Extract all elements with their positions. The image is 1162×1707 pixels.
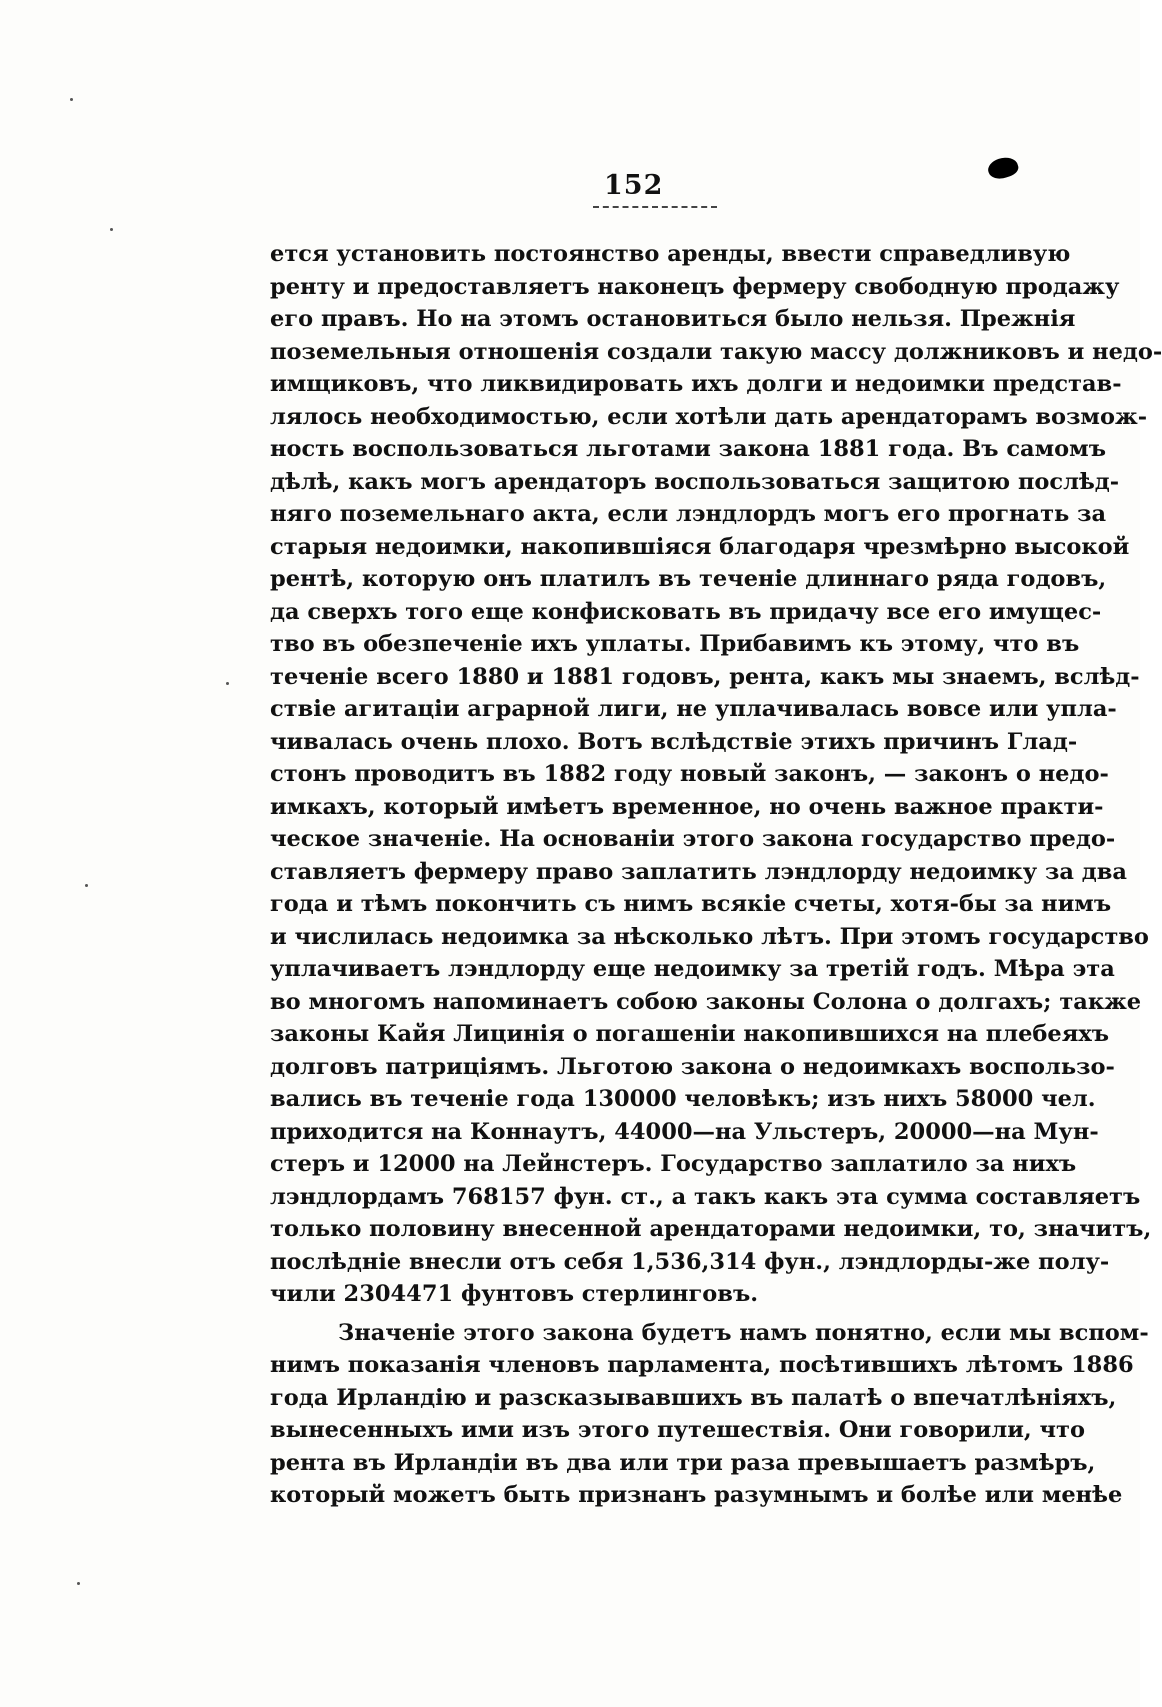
text-line: стонъ проводитъ въ 1882 году новый законъ, — законъ о недо- — [270, 761, 1109, 787]
text-line: и числилась недоимка за нѣсколько лѣтъ. При этомъ государство — [270, 923, 1149, 950]
text-line: лялось необходимостью, если хотѣли дать арендаторамъ возмож- — [270, 403, 1148, 430]
text-line: поземельныя отношенія создали такую массу должниковъ и недо- — [270, 338, 1162, 365]
scan-speck — [85, 884, 88, 887]
page-number: 152 — [604, 170, 664, 201]
scan-speck — [110, 228, 113, 231]
text-line: Значеніе этого закона будетъ намъ понятно, если мы вспом- — [338, 1319, 1149, 1346]
text-line: ческое значеніе. На основаніи этого закона государство предо- — [270, 826, 1116, 852]
text-line: чивалась очень плохо. Вотъ вслѣдствіе этихъ причинъ Глад- — [270, 728, 1078, 755]
paragraph-2 — [270, 1317, 1149, 1512]
text-line: который можетъ быть признанъ разумнымъ и болѣе или менѣе — [270, 1482, 1123, 1508]
text-line: стеръ и 12000 на Лейнстеръ. Государство заплатило за нихъ — [270, 1151, 1077, 1177]
text-line: рента въ Ирландіи въ два или три раза превышаетъ размѣръ, — [270, 1449, 1096, 1476]
text-line: уплачиваетъ лэндлорду еще недоимку за третій годъ. Мѣра эта — [270, 956, 1115, 982]
text-line: года Ирландію и разсказывавшихъ въ палатѣ о впечатлѣніяхъ, — [270, 1384, 1117, 1411]
text-line: имщиковъ, что ликвидировать ихъ долги и недоимки представ- — [270, 371, 1122, 397]
text-line: ставляетъ фермеру право заплатить лэндлорду недоимку за два — [270, 858, 1127, 885]
text-line: ствіе агитаціи аграрной лиги, не уплачивалась вовсе или упла- — [270, 696, 1117, 722]
text-line: да сверхъ того еще конфисковать въ придачу все его имущес- — [270, 598, 1102, 625]
text-line: только половину внесенной арендаторами недоимки, то, значитъ, — [270, 1216, 1152, 1242]
text-line: вались въ теченіе года 130000 человѣкъ; изъ нихъ 58000 чел. — [270, 1086, 1096, 1112]
text-line: чили 2304471 фунтовъ стерлинговъ. — [270, 1281, 759, 1307]
text-line: во многомъ напоминаетъ собою законы Солона о долгахъ; также — [270, 988, 1142, 1015]
text-line: ется установить постоянство аренды, ввести справедливую — [270, 241, 1071, 267]
text-line: тво въ обезпеченіе ихъ уплаты. Прибавимъ къ этому, что въ — [270, 631, 1080, 657]
scan-speck — [70, 98, 73, 101]
text-line: послѣдніе внесли отъ себя 1,536,314 фун., лэндлорды-же полу- — [270, 1248, 1110, 1275]
text-line: нимъ показанія членовъ парламента, посѣтившихъ лѣтомъ 1886 — [270, 1352, 1134, 1378]
text-line: вынесенныхъ ими изъ этого путешествія. Они говорили, что — [270, 1417, 1085, 1443]
text-line: лэндлордамъ 768157 фун. ст., а такъ какъ эта сумма составляетъ — [270, 1183, 1141, 1210]
text-line: его правъ. Но на этомъ остановиться было нельзя. Прежнія — [270, 306, 1076, 332]
text-line: ность воспользоваться льготами закона 1881 года. Въ самомъ — [270, 436, 1106, 462]
text-line: теченіе всего 1880 и 1881 годовъ, рента, какъ мы знаемъ, вслѣд- — [270, 663, 1140, 690]
body-text — [270, 238, 1162, 1512]
text-line: законы Кайя Лицинія о погашеніи накопившихся на плебеяхъ — [270, 1021, 1110, 1047]
ink-blot — [986, 154, 1021, 182]
scan-speck — [77, 1582, 80, 1585]
header-rule — [593, 206, 717, 208]
text-line: няго поземельнаго акта, если лэндлордъ могъ его прогнать за — [270, 501, 1107, 527]
text-line: старыя недоимки, накопившіяся благодаря чрезмѣрно высокой — [270, 533, 1130, 560]
paragraph-1 — [270, 238, 1162, 1311]
text-line: года и тѣмъ покончить съ нимъ всякіе счеты, хотя-бы за нимъ — [270, 891, 1112, 917]
text-line: рентѣ, которую онъ платилъ въ теченіе длиннаго ряда годовъ, — [270, 566, 1107, 592]
text-line: дѣлѣ, какъ могъ арендаторъ воспользоваться защитою послѣд- — [270, 468, 1120, 495]
text-line: долговъ патриціямъ. Льготою закона о недоимкахъ воспользо- — [270, 1053, 1115, 1080]
scan-speck — [226, 682, 229, 685]
text-line: приходится на Коннаутъ, 44000—на Ульстеръ, 20000—на Мун- — [270, 1118, 1099, 1145]
text-line: ренту и предоставляетъ наконецъ фермеру свободную продажу — [270, 273, 1120, 300]
text-line: имкахъ, который имѣетъ временное, но очень важное практи- — [270, 793, 1104, 820]
